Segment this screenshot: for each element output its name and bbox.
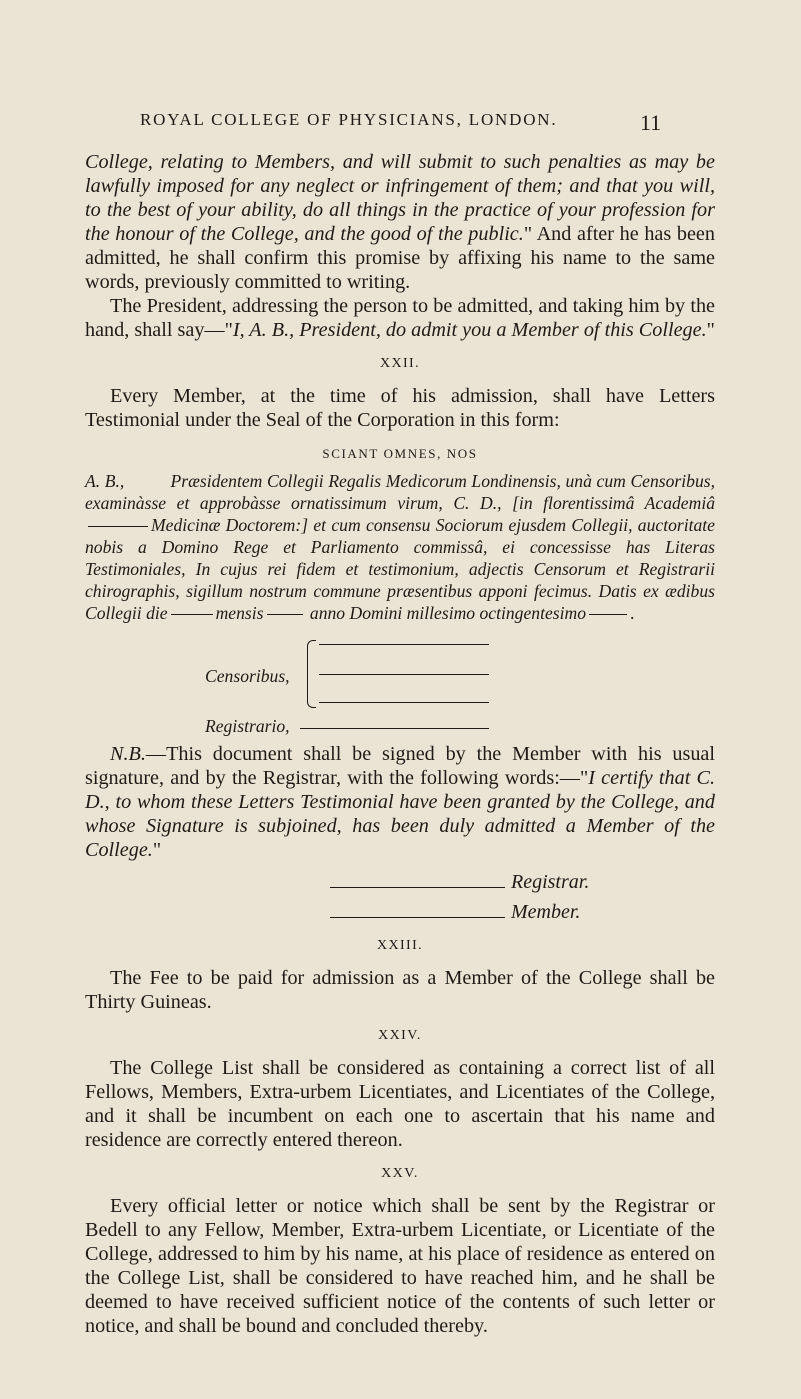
brace <box>307 640 316 708</box>
censoribus-label: Censoribus, <box>205 666 290 686</box>
signature-line <box>330 917 505 918</box>
nb-paragraph <box>85 742 715 862</box>
registrar-sign-row <box>330 870 715 894</box>
censor-signature-block <box>85 636 715 736</box>
blank-line <box>88 526 148 527</box>
section-22-text: Every Member, at the time of his admission, shall have Letters Testimonial under the Seal of the Corporation in this form: <box>85 385 715 431</box>
blank-line <box>171 614 213 615</box>
oath-paragraph <box>85 150 715 294</box>
member-sign-row <box>330 900 715 924</box>
latin-heading: SCIANT OMNES, NOS <box>322 446 478 461</box>
running-header: ROYAL COLLEGE OF PHYSICIANS, LONDON. <box>140 110 558 129</box>
page-number: 11 <box>640 110 662 135</box>
oath-text: College, relating to Members, and will submit to such penalties as may be lawfully imposed for any neglect or infringement of them; and that you will, to the best of your ability, do all things in the practice of your profession for the honour of the College, and the good of the public. <box>85 151 715 245</box>
registrario-label: Registrario, <box>205 716 290 736</box>
latin-part-a: Præsidentem Collegii Regalis Medicorum Londinensis, unà cum Censoribus, examinàsse et approbàsse ornatissimum virum, C. D., [in florentissimâ Academiâ <box>85 471 715 513</box>
signature-line <box>319 644 489 645</box>
latin-end: . <box>630 603 635 623</box>
nb-label: N.B. <box>110 743 146 765</box>
oath-close-text: " And after he has been admitted, he shall confirm this promise by affixing his name to the same words, previously committed to writing. <box>85 223 715 293</box>
signature-line <box>330 887 505 888</box>
president-paragraph <box>85 294 715 342</box>
section-25-numeral: XXV. <box>381 1166 419 1181</box>
latin-testimonial <box>85 470 715 624</box>
latin-ab: A. B., <box>85 471 125 491</box>
section-23-numeral: XXIII. <box>376 938 424 953</box>
section-23-text: The Fee to be paid for admission as a Member of the College shall be Thirty Guineas. <box>85 967 715 1013</box>
section-22-numeral: XXII. <box>379 356 421 371</box>
latin-anno: anno Domini millesimo octingentesimo <box>309 603 587 623</box>
signature-line <box>319 674 489 675</box>
blank-line <box>589 614 627 615</box>
section-24-text: The College List shall be considered as containing a correct list of all Fellows, Members, Extra-urbem Licentiates, and Licentiates of the College, and it shall be incumbent on each one to ascertain that his name and residence are correctly entered thereon. <box>85 1057 715 1151</box>
latin-part-b: Medicinæ Doctorem:] et cum consensu Sociorum ejusdem Collegii, auctoritate nobis a Domino Rege et Parliamento commissâ, ei concessisse has Literas Testimoniales, In cujus rei fidem et testimonium, adjectis Censorum et Registrarii chirographis, sigillum nostrum commune præsentibus apponi fecimus. Datis ex ædibus Collegii die <box>85 515 715 623</box>
nb-close: " <box>152 839 162 861</box>
blank-line <box>267 614 303 615</box>
president-words: I, A. B., President, do admit you a Member of this College. <box>232 319 707 341</box>
signature-line <box>300 728 489 729</box>
signature-line <box>319 702 489 703</box>
section-25-text: Every official letter or notice which shall be sent by the Registrar or Bedell to any Fellow, Member, Extra-urbem Licentiate, or Licentiate of the College, addressed to him by his name, at his place of residence as entered on the College List, shall be considered to have reached him, and he shall be deemed to have received sufficient notice of the contents of such letter or notice, and shall be bound and concluded thereby. <box>85 1195 715 1337</box>
nb-text: —This document shall be signed by the Member with his usual signature, and by the Registrar, with the following words:—" <box>85 743 715 789</box>
registrar-label: Registrar. <box>511 871 590 893</box>
president-close: " <box>706 319 715 341</box>
section-24-numeral: XXIV. <box>378 1028 422 1043</box>
president-intro: The President, addressing the person to be admitted, and taking him by the hand, shall say—" <box>85 295 715 341</box>
latin-mensis: mensis <box>215 603 264 623</box>
member-label: Member. <box>511 901 581 923</box>
page-body <box>85 150 715 1338</box>
nb-quote: I certify that C. D., to whom these Letters Testimonial have been granted by the College, and whose Signature is subjoined, has been duly admitted a Member of the College. <box>85 767 716 861</box>
